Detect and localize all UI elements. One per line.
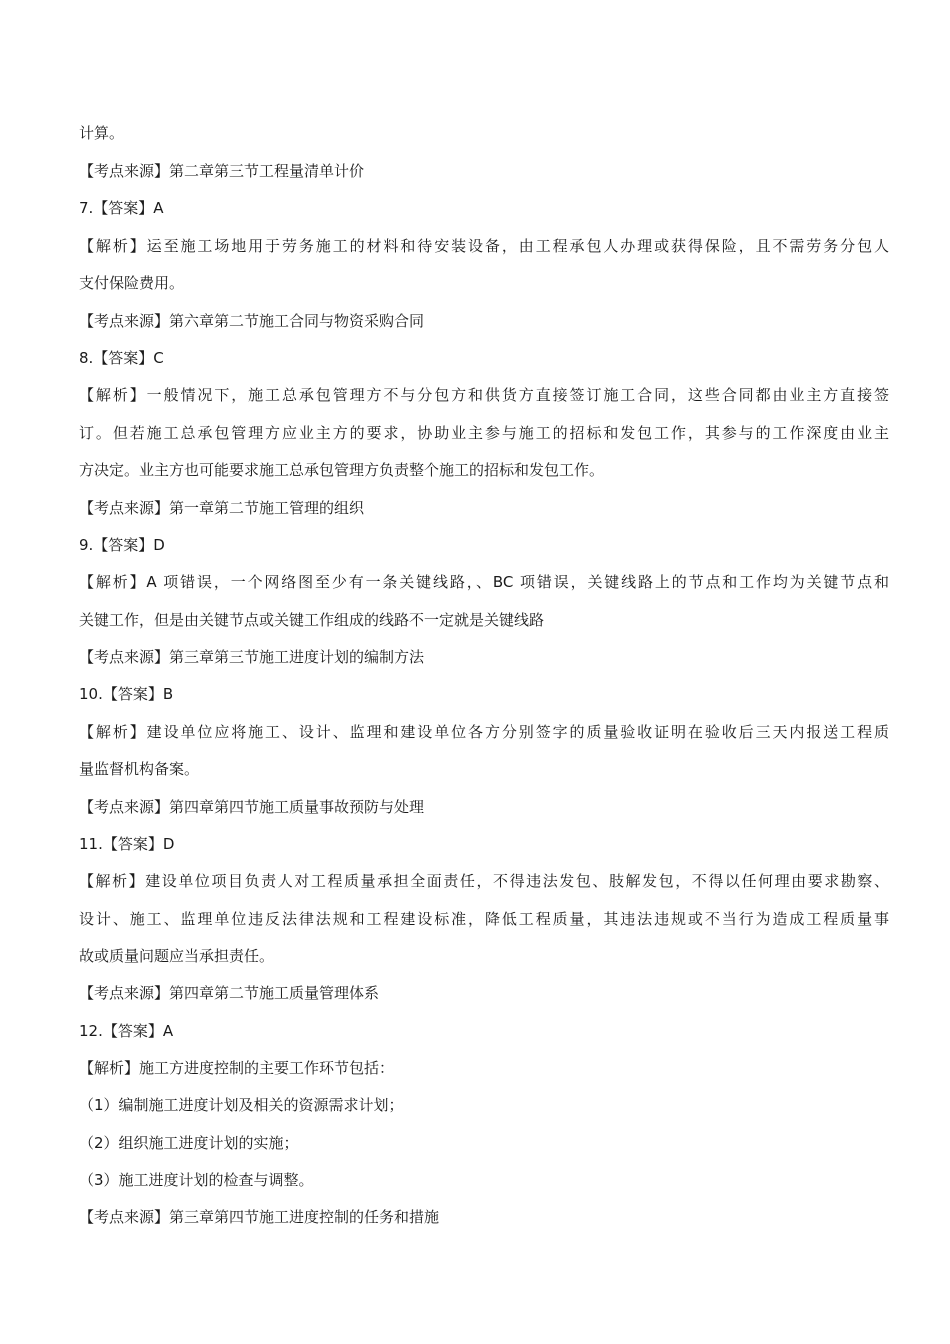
source-line-12: 【考点来源】第三章第四节施工进度控制的任务和措施	[79, 1208, 440, 1226]
analysis-11-line-2: 设计、施工、监理单位违反法律法规和工程建设标准，降低工程质量，其违法违规或不当行为造成工程质量事	[79, 910, 889, 928]
analysis-12-line-2: （1）编制施工进度计划及相关的资源需求计划；	[79, 1096, 404, 1114]
source-line-9: 【考点来源】第三章第三节施工进度计划的编制方法	[79, 648, 425, 666]
analysis-8-line-3: 方决定。业主方也可能要求施工总承包管理方负责整个施工的招标和发包工作。	[79, 461, 605, 479]
analysis-7-line-1: 【解析】运至施工场地用于劳务施工的材料和待安装设备，由工程承包人办理或获得保险，且不需劳务分包人	[79, 237, 889, 255]
answer-12: 12.【答案】A	[79, 1022, 174, 1040]
analysis-12-line-4: （3）施工进度计划的检查与调整。	[79, 1171, 314, 1189]
analysis-8-line-1: 【解析】一般情况下，施工总承包管理方不与分包方和供货方直接签订施工合同，这些合同都由业主方直接签	[79, 386, 889, 404]
source-line-7: 【考点来源】第六章第二节施工合同与物资采购合同	[79, 312, 425, 330]
answer-10: 10.【答案】B	[79, 685, 174, 703]
continuation-text: 计算。	[79, 124, 125, 142]
source-line-11: 【考点来源】第四章第二节施工质量管理体系	[79, 984, 380, 1002]
analysis-12-line-1: 【解析】施工方进度控制的主要工作环节包括：	[79, 1059, 395, 1077]
analysis-12-line-3: （2）组织施工进度计划的实施；	[79, 1134, 299, 1152]
answer-7: 7.【答案】A	[79, 199, 164, 217]
analysis-9-line-1: 【解析】A 项错误，一个网络图至少有一条关键线路，、BC 项错误，关键线路上的节点和工作均为关键节点和	[79, 573, 889, 591]
analysis-11-line-1: 【解析】建设单位项目负责人对工程质量承担全面责任，不得违法发包、肢解发包，不得以任何理由要求勘察、	[79, 872, 889, 890]
analysis-9-line-2: 关键工作，但是由关键节点或关键工作组成的线路不一定就是关键线路	[79, 611, 545, 629]
analysis-11-line-3: 故或质量问题应当承担责任。	[79, 947, 275, 965]
source-line-8: 【考点来源】第一章第二节施工管理的组织	[79, 499, 365, 517]
source-line-6: 【考点来源】第二章第三节工程量清单计价	[79, 162, 365, 180]
analysis-10-line-2: 量监督机构备案。	[79, 760, 200, 778]
analysis-8-line-2: 订。但若施工总承包管理方应业主方的要求，协助业主参与施工的招标和发包工作，其参与的工作深度由业主	[79, 424, 889, 442]
analysis-7-line-2: 支付保险费用。	[79, 274, 185, 292]
answer-9: 9.【答案】D	[79, 536, 165, 554]
analysis-10-line-1: 【解析】建设单位应将施工、设计、监理和建设单位各方分别签字的质量验收证明在验收后三天内报送工程质	[79, 723, 889, 741]
source-line-10: 【考点来源】第四章第四节施工质量事故预防与处理	[79, 798, 425, 816]
answer-11: 11.【答案】D	[79, 835, 175, 853]
answer-8: 8.【答案】C	[79, 349, 164, 367]
